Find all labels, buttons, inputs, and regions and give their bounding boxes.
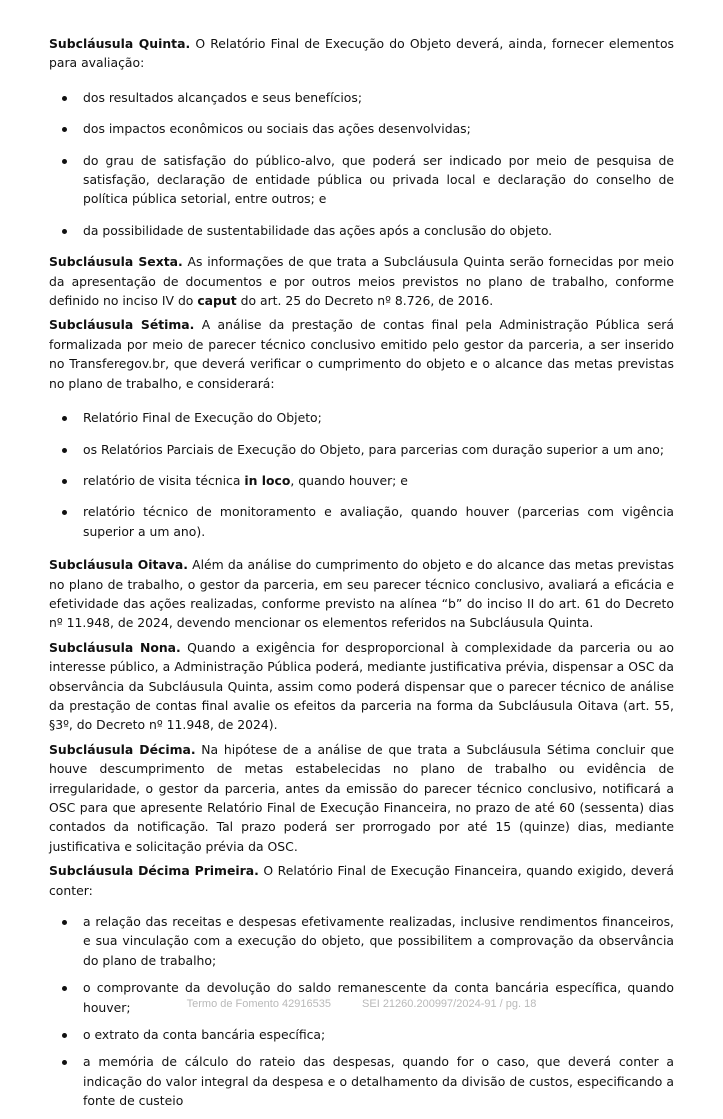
bullet-icon (62, 1033, 67, 1038)
list-item (49, 440, 674, 459)
list-item (49, 502, 674, 541)
page-footer (0, 998, 723, 1010)
bold-caput: caput (197, 293, 237, 309)
list-quinta (49, 88, 674, 240)
list-decima-primeira (49, 912, 674, 1111)
list-item (49, 1025, 674, 1044)
list-item-text: a memória de cálculo do rateio das despesas, quando for o caso, que deverá conter a indicação do valor integral da despesa e o detalhamento da divisão de custos, especificando a fonte de custeio (83, 1054, 674, 1109)
paragraph-subclausula-sexta (49, 252, 674, 310)
text-subclausula-setima: A análise da prestação de contas final pela Administração Pública será formalizada por meio de parecer técnico conclusivo emitido pelo gestor da parceria, a ser inserido no Transferegov.br, que deverá verificar o cumprimento do objeto e o alcance das metas previstas no plano de trabalho, e considerará: (49, 317, 674, 391)
heading-subclausula-oitava: Subcláusula Oitava. (49, 557, 188, 573)
bullet-icon (62, 159, 67, 164)
bullet-icon (62, 229, 67, 234)
paragraph-subclausula-decima (49, 740, 674, 856)
list-item (49, 221, 674, 240)
heading-subclausula-nona: Subcláusula Nona. (49, 639, 181, 655)
bullet-icon (62, 479, 67, 484)
text-subclausula-nona: Quando a exigência for desproporcional à complexidade da parceria ou ao interesse público, a Administração Pública poderá, mediante justificativa prévia, dispensar a OSC da observância da Subcláusula Quinta, assim como poderá dispensar que o parecer técnico de análise da prestação de contas final avalie os efeitos da parceria na forma da Subcláusula Oitava (art. 55, §3º, do Decreto nº 11.948, de 2024). (49, 639, 675, 733)
bullet-icon (62, 96, 67, 101)
text-subclausula-oitava: Além da análise do cumprimento do objeto e do alcance das metas previstas no plano de trabalho, o gestor da parceria, em seu parecer técnico conclusivo, avaliará a eficácia e efetividade das ações realizadas, conforme previsto na alínea “b” do inciso II do art. 61 do Decreto nº 11.948, de 2024, devendo mencionar os elementos referidos na Subcláusula Quinta. (49, 557, 674, 631)
list-item-text: os Relatórios Parciais de Execução do Objeto, para parcerias com duração superior a um ano; (83, 441, 665, 457)
list-item-text: da possibilidade de sustentabilidade das ações após a conclusão do objeto. (83, 222, 553, 238)
list-item (49, 119, 674, 138)
bullet-icon (62, 1060, 67, 1065)
list-setima (49, 408, 674, 541)
paragraph-subclausula-quinta (49, 34, 674, 73)
list-item (49, 471, 674, 490)
list-item (49, 912, 674, 970)
paragraph-subclausula-oitava (49, 555, 674, 633)
list-item-text: relatório técnico de monitoramento e avaliação, quando houver (parcerias com vigência superior a um ano). (83, 504, 674, 539)
list-item (49, 88, 674, 107)
paragraph-subclausula-nona (49, 638, 674, 735)
heading-subclausula-decima-primeira: Subcláusula Décima Primeira. (49, 863, 259, 879)
text-subclausula-decima-primeira: O Relatório Final de Execução Financeira, quando exigido, deverá conter: (49, 863, 674, 898)
text-subclausula-decima: Na hipótese de a análise de que trata a Subcláusula Sétima concluir que houve descumprimento de metas estabelecidas no plano de trabalho ou evidência de irregularidade, o gestor da parceria, antes da emissão do parecer técnico conclusivo, notificará a OSC para que apresente Relatório Final de Execução Financeira, no prazo de até 60 (sessenta) dias contados da notificação. Tal prazo poderá ser prorrogado por até 15 (quinze) dias, mediante justificativa e solicitação prévia da OSC. (49, 741, 674, 854)
list-item-text: dos impactos econômicos ou sociais das ações desenvolvidas; (83, 121, 471, 137)
text-subclausula-sexta-end: do art. 25 do Decreto nº 8.726, de 2016. (236, 293, 494, 309)
paragraph-subclausula-setima (49, 315, 674, 393)
list-item (49, 151, 674, 209)
heading-subclausula-sexta: Subcláusula Sexta. (49, 254, 183, 270)
bullet-icon (62, 920, 67, 925)
text-subclausula-quinta: O Relatório Final de Execução do Objeto deverá, ainda, fornecer elementos para avaliação: (49, 36, 674, 71)
list-item-text: relatório de visita técnica (83, 472, 245, 488)
list-item-text: Relatório Final de Execução do Objeto; (83, 410, 322, 426)
footer-document-id: Termo de Fomento 42916535 (186, 998, 331, 1010)
bullet-icon (62, 986, 67, 991)
text-subclausula-sexta: As informações de que trata a Subcláusula Quinta serão fornecidas por meio da apresentação de documentos e por outros meios previstos no plano de trabalho, conforme definido no inciso IV do (49, 254, 674, 309)
heading-subclausula-decima: Subcláusula Décima. (49, 741, 196, 757)
bullet-icon (62, 448, 67, 453)
list-item-text-end: , quando houver; e (290, 472, 408, 488)
list-item-text: do grau de satisfação do público-alvo, que poderá ser indicado por meio de pesquisa de satisfação, declaração de entidade pública ou privada local e declaração do conselho de política pública setorial, entre outros; e (83, 152, 674, 207)
heading-subclausula-quinta: Subcláusula Quinta. (49, 36, 191, 51)
bullet-icon (62, 127, 67, 132)
list-item (49, 1052, 674, 1110)
bold-in-loco: in loco (244, 472, 291, 488)
bullet-icon (62, 416, 67, 421)
list-item (49, 408, 674, 427)
list-item-text: a relação das receitas e despesas efetivamente realizadas, inclusive rendimentos financeiros, e sua vinculação com a execução do objeto, que possibilitem a comprovação da observância do plano de trabalho; (83, 914, 674, 968)
document-page (49, 34, 674, 1119)
list-item-text: dos resultados alcançados e seus benefícios; (83, 89, 362, 105)
paragraph-subclausula-decima-primeira (49, 861, 674, 900)
list-item-text: o comprovante da devolução do saldo remanescente da conta bancária específica, quando houver; (83, 980, 674, 1015)
list-item-text: o extrato da conta bancária específica; (83, 1027, 326, 1043)
bullet-icon (62, 510, 67, 515)
heading-subclausula-setima: Subcláusula Sétima. (49, 317, 195, 333)
footer-sei-page: SEI 21260.200997/2024-91 / pg. 18 (362, 998, 537, 1010)
